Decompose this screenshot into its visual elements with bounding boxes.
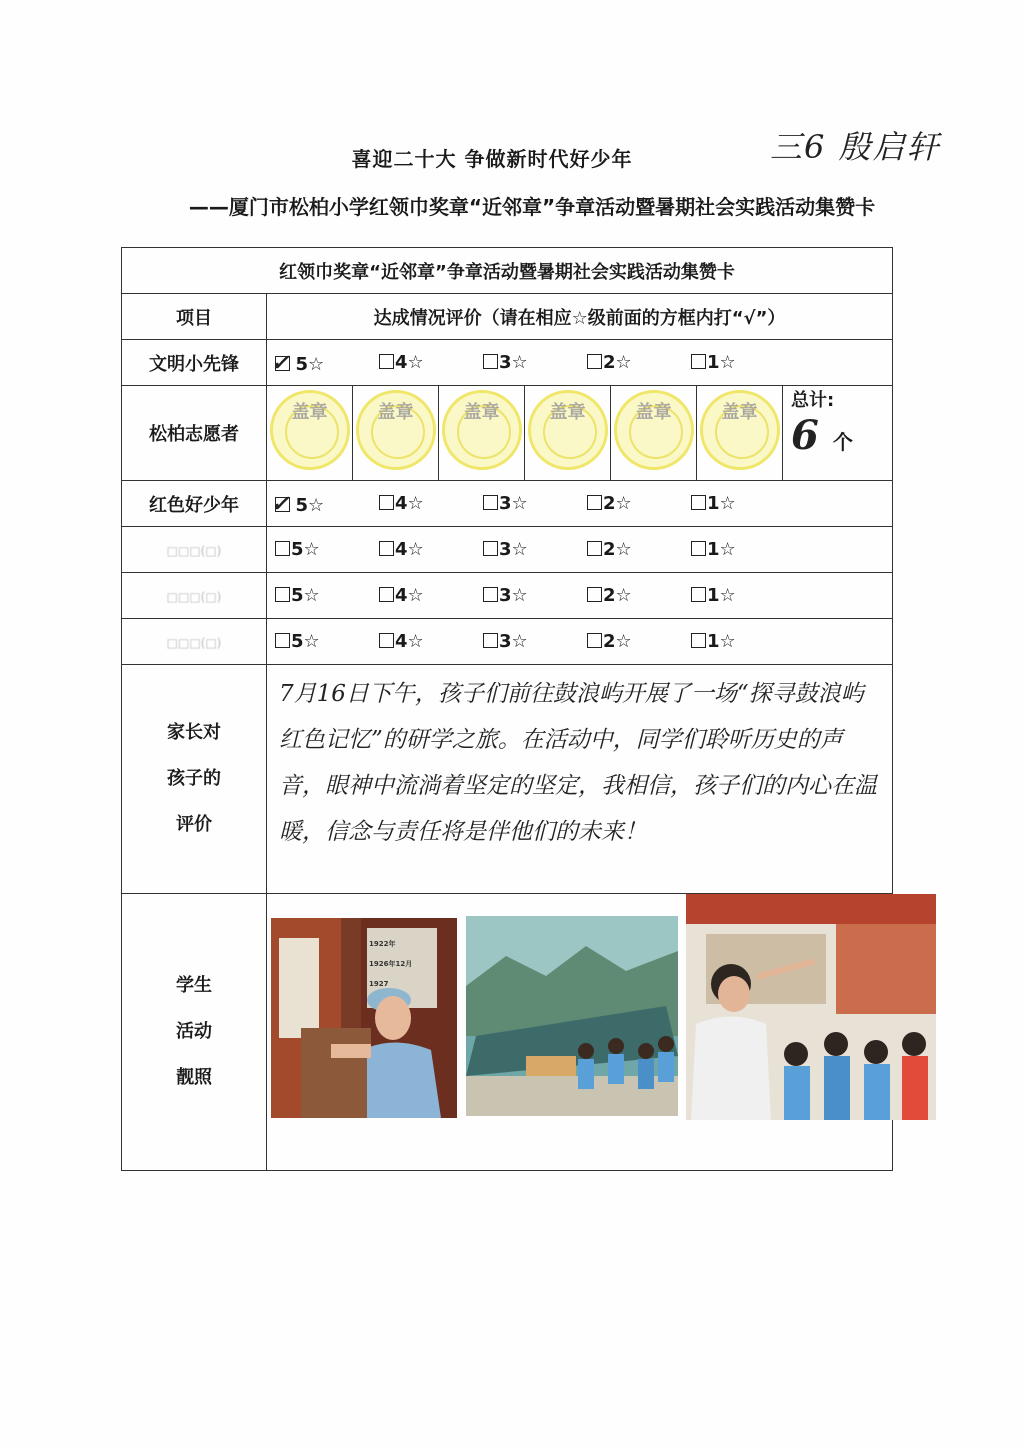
star-option-label: 3☆	[499, 539, 528, 560]
checkbox-icon[interactable]	[587, 354, 602, 369]
star-option-label: 1☆	[707, 352, 736, 373]
star-option-label: 2☆	[603, 585, 632, 606]
doc-subtitle: ——厦门市松柏小学红领巾奖章“近邻章”争章活动暨暑期社会实践活动集赞卡	[188, 195, 876, 219]
checkbox-icon[interactable]	[587, 633, 602, 648]
checkbox-icon[interactable]	[691, 587, 706, 602]
card-title: 红领巾奖章“近邻章”争章活动暨暑期社会实践活动集赞卡	[122, 248, 893, 294]
star-option-label: 4☆	[395, 493, 424, 514]
checkbox-icon[interactable]	[379, 354, 394, 369]
total-value: 6	[791, 412, 819, 459]
stamp-seal	[353, 386, 439, 480]
total-box	[783, 386, 853, 480]
star-option-label: 5☆	[291, 539, 320, 560]
star-option-1[interactable]	[691, 539, 795, 560]
star-option-label: 5☆	[295, 353, 325, 375]
star-option-label: 2☆	[603, 631, 632, 652]
checkbox-icon[interactable]	[691, 633, 706, 648]
star-option-3[interactable]	[483, 539, 587, 560]
seal-label: 盖章	[549, 402, 586, 423]
volunteer-label: 松柏志愿者	[122, 386, 267, 481]
star-options	[267, 631, 892, 652]
star-option-4[interactable]	[379, 539, 483, 560]
activity-photo-1	[271, 918, 457, 1118]
star-option-label: 3☆	[499, 631, 528, 652]
star-option-3[interactable]	[483, 631, 587, 652]
total-label: 总计:	[791, 390, 835, 411]
star-option-label: 2☆	[603, 352, 632, 373]
parent-eval-label: 家长对 孩子的 评价	[122, 665, 267, 894]
star-option-label: 3☆	[499, 585, 528, 606]
parent-comment: 7月16日下午，孩子们前往鼓浪屿开展了一场“探寻鼓浪屿红色记忆”的研学之旅。在活动中，同学们聆听历史的声音，眼神中流淌着坚定的坚定，我相信，孩子们的内心在温暖，信念与责任将是伴他们的未来！	[279, 681, 877, 845]
star-option-label: 3☆	[499, 352, 528, 373]
checkbox-icon[interactable]	[587, 495, 602, 510]
checkbox-icon[interactable]	[379, 495, 394, 510]
row-label: 文明小先锋	[122, 340, 267, 386]
star-option-4[interactable]	[379, 585, 483, 606]
checkbox-icon[interactable]	[483, 633, 498, 648]
star-options	[267, 539, 892, 560]
seal-label: 盖章	[377, 402, 414, 423]
checkbox-icon[interactable]	[275, 541, 290, 556]
check-mark-icon: ✓	[271, 490, 290, 517]
star-option-label: 4☆	[395, 539, 424, 560]
check-mark-icon: ✓	[271, 349, 290, 376]
row-label-blurred: □□□(□)	[166, 590, 222, 604]
doc-title: 喜迎二十大 争做新时代好少年	[351, 147, 633, 171]
star-option-label: 2☆	[603, 493, 632, 514]
star-option-label: 1☆	[707, 631, 736, 652]
checkbox-icon[interactable]	[379, 541, 394, 556]
checkbox-icon[interactable]	[379, 633, 394, 648]
award-card-table	[121, 247, 893, 1171]
star-option-label: 4☆	[395, 631, 424, 652]
checkbox-icon[interactable]	[691, 354, 706, 369]
photo-caption-1927: 1927	[369, 980, 389, 988]
star-option-5[interactable]	[271, 490, 379, 517]
seal-label: 盖章	[635, 402, 672, 423]
star-option-4[interactable]	[379, 631, 483, 652]
activity-photo-3	[686, 894, 936, 1120]
checkbox-icon[interactable]	[275, 587, 290, 602]
star-option-3[interactable]	[483, 493, 587, 514]
star-option-label: 5☆	[291, 631, 320, 652]
checkbox-icon[interactable]	[483, 495, 498, 510]
col-eval-header: 达成情况评价（请在相应☆级前面的方框内打“√”）	[267, 294, 893, 340]
photo-caption-1926: 1926年12月	[369, 960, 413, 968]
col-item-header: 项目	[122, 294, 267, 340]
star-option-3[interactable]	[483, 585, 587, 606]
star-option-label: 1☆	[707, 585, 736, 606]
star-option-1[interactable]	[691, 631, 795, 652]
stamp-seal	[525, 386, 611, 480]
star-option-1[interactable]	[691, 585, 795, 606]
checkbox-icon[interactable]	[483, 541, 498, 556]
star-option-2[interactable]	[587, 352, 691, 373]
star-option-5[interactable]	[271, 349, 379, 376]
total-unit: 个	[832, 430, 853, 454]
stamp-seal	[611, 386, 697, 480]
row-label-blurred: □□□(□)	[166, 636, 222, 650]
stamp-seal	[697, 386, 783, 480]
seal-label: 盖章	[463, 402, 500, 423]
photo-label: 学生 活动 靓照	[122, 894, 267, 1171]
star-option-2[interactable]	[587, 539, 691, 560]
checkbox-icon[interactable]	[587, 587, 602, 602]
stamp-seal	[267, 386, 353, 480]
star-option-5[interactable]	[275, 585, 379, 606]
checkbox-icon[interactable]	[691, 541, 706, 556]
star-option-2[interactable]	[587, 631, 691, 652]
checkbox-icon[interactable]	[691, 495, 706, 510]
star-option-3[interactable]	[483, 352, 587, 373]
star-option-label: 5☆	[295, 494, 325, 516]
star-options	[267, 491, 892, 517]
stamp-seal	[439, 386, 525, 480]
star-option-5[interactable]	[275, 631, 379, 652]
star-options	[267, 585, 892, 606]
star-option-2[interactable]	[587, 585, 691, 606]
star-option-label: 4☆	[395, 585, 424, 606]
row-label-blurred: □□□(□)	[166, 544, 222, 558]
activity-photo-2	[466, 916, 678, 1116]
checkbox-icon[interactable]	[483, 354, 498, 369]
star-option-1[interactable]	[691, 352, 795, 373]
star-option-label: 5☆	[291, 585, 320, 606]
star-option-label: 1☆	[707, 539, 736, 560]
row-label: 红色好少年	[122, 481, 267, 527]
handwritten-signature: 三6 殷启轩	[770, 128, 941, 166]
seal-label: 盖章	[721, 402, 758, 423]
star-options	[267, 350, 892, 376]
star-option-label: 1☆	[707, 493, 736, 514]
star-option-5[interactable]	[275, 539, 379, 560]
checkbox-icon[interactable]	[587, 541, 602, 556]
checkbox-icon[interactable]	[379, 587, 394, 602]
star-option-4[interactable]	[379, 352, 483, 373]
seal-label: 盖章	[291, 402, 328, 423]
star-option-2[interactable]	[587, 493, 691, 514]
star-option-label: 4☆	[395, 352, 424, 373]
checkbox-icon[interactable]	[275, 633, 290, 648]
star-option-1[interactable]	[691, 493, 795, 514]
checkbox-icon[interactable]	[483, 587, 498, 602]
star-option-4[interactable]	[379, 493, 483, 514]
star-option-label: 3☆	[499, 493, 528, 514]
star-option-label: 2☆	[603, 539, 632, 560]
photo-caption-1922: 1922年	[369, 940, 396, 948]
